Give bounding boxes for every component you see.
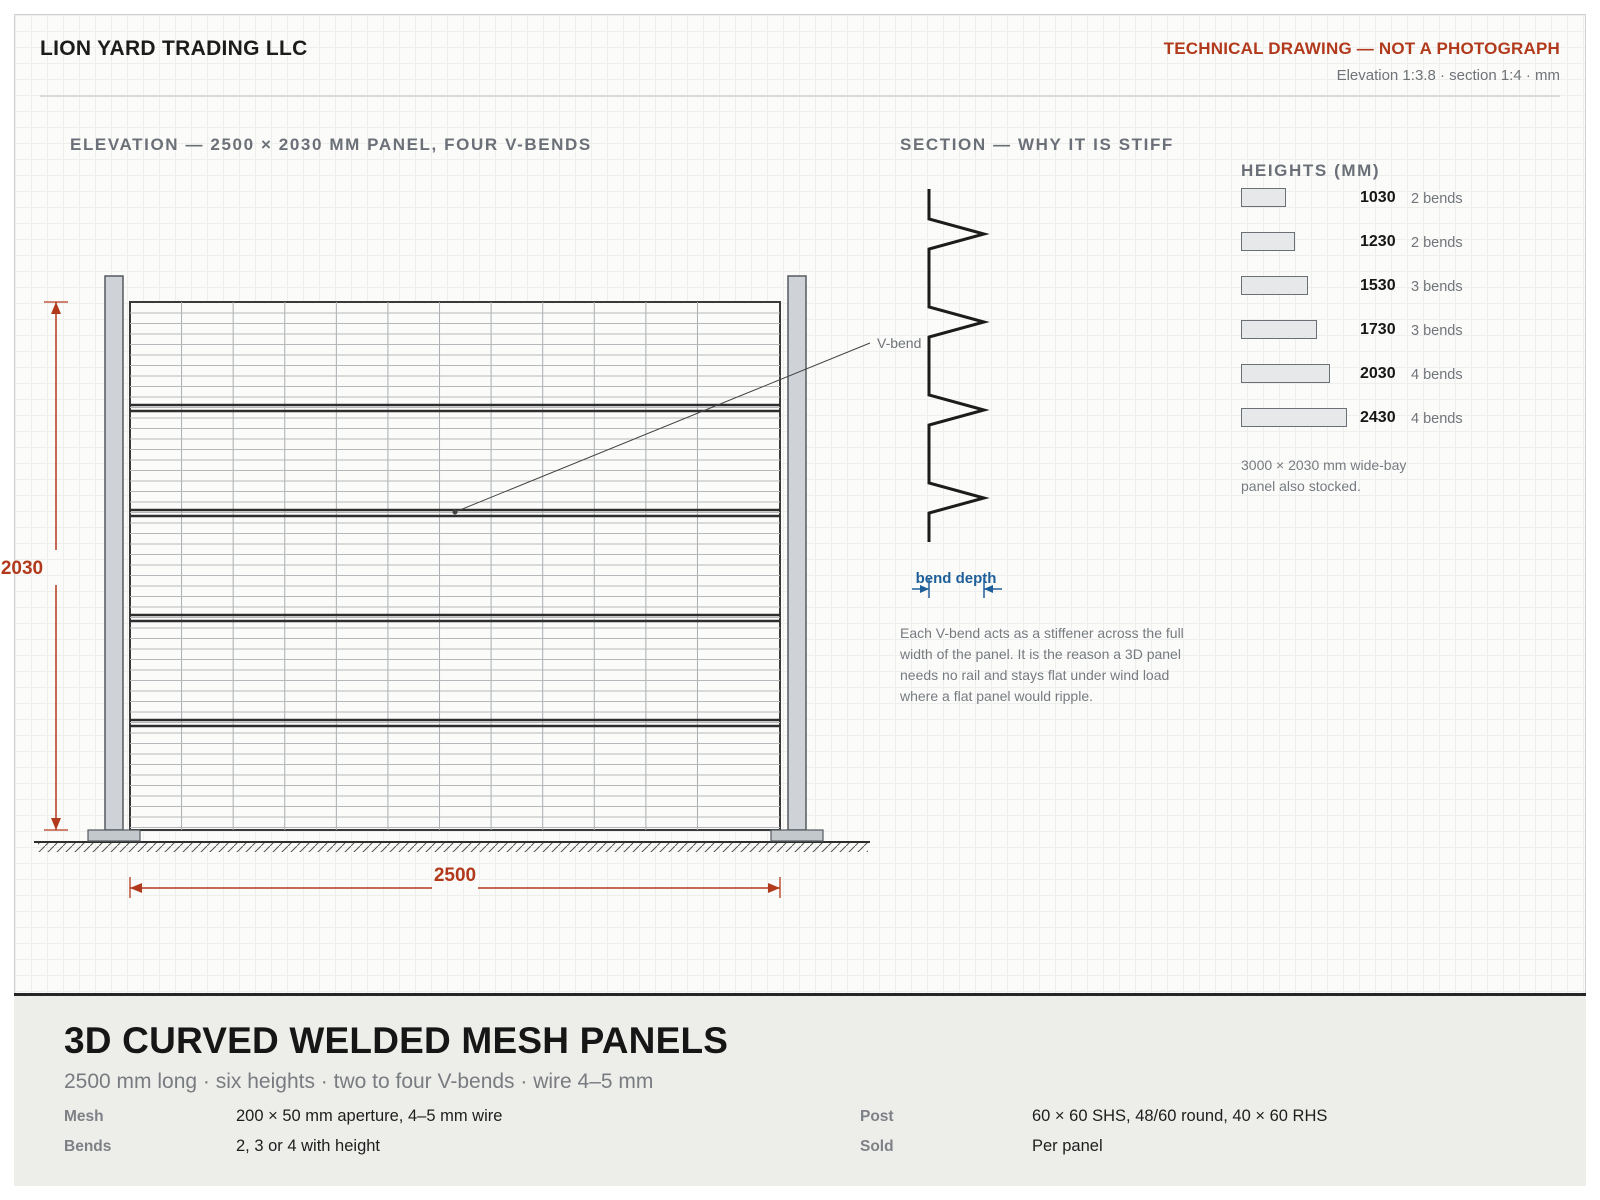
bend-depth-indicator	[912, 570, 1002, 598]
height-value: 2030	[1360, 365, 1396, 382]
spec-value-bends: 2, 3 or 4 with height	[236, 1137, 381, 1155]
height-bar	[1241, 232, 1295, 251]
height-bends: 2 bends	[1411, 191, 1463, 207]
height-bar	[1241, 320, 1317, 339]
section-title: SECTION — WHY IT IS STIFF	[900, 135, 1174, 154]
height-bends: 3 bends	[1411, 279, 1463, 295]
height-value: 2430	[1360, 409, 1396, 426]
height-row	[1241, 188, 1541, 210]
height-bends: 2 bends	[1411, 235, 1463, 251]
width-dimension	[130, 865, 780, 898]
height-bends: 4 bends	[1411, 411, 1463, 427]
product-subtitle: 2500 mm long · six heights · two to four V-bends · wire 4–5 mm	[64, 1070, 654, 1093]
section-profile	[929, 189, 984, 542]
height-bar	[1241, 408, 1347, 427]
height-value: 1030	[1360, 189, 1396, 206]
stiffness-note: Each V-bend acts as a stiffener across the full width of the panel. It is the reason a 3D panel needs no rail and stays flat under wind load where a flat panel would ripple.	[900, 625, 1184, 704]
spec-value-post: 60 × 60 SHS, 48/60 round, 40 × 60 RHS	[1032, 1107, 1328, 1125]
v-bend-callout-label: V-bend	[877, 335, 922, 351]
height-bar	[1241, 276, 1308, 295]
height-dimension	[1, 302, 68, 830]
scale-note: Elevation 1:3.8 · section 1:4 · mm	[1336, 67, 1560, 84]
ground-line	[34, 842, 870, 852]
height-bends: 3 bends	[1411, 323, 1463, 339]
spec-label-post: Post	[860, 1108, 894, 1125]
height-value: 1230	[1360, 233, 1396, 250]
height-value: 1530	[1360, 277, 1396, 294]
height-row	[1241, 320, 1541, 342]
height-row	[1241, 232, 1541, 254]
spec-label-sold: Sold	[860, 1138, 894, 1155]
elevation-title: ELEVATION — 2500 × 2030 MM PANEL, FOUR V-BENDS	[70, 135, 592, 154]
height-bar	[1241, 188, 1286, 207]
height-row	[1241, 276, 1541, 298]
product-title: 3D CURVED WELDED MESH PANELS	[64, 1020, 729, 1061]
height-bends: 4 bends	[1411, 367, 1463, 383]
height-row	[1241, 408, 1541, 430]
mesh-panel	[130, 302, 780, 830]
product-title-block	[14, 993, 1586, 1186]
wide-bay-note: 3000 × 2030 mm wide-bay panel also stocked.	[1241, 457, 1407, 494]
company-name: LION YARD TRADING LLC	[40, 37, 308, 60]
spec-value-mesh: 200 × 50 mm aperture, 4–5 mm wire	[236, 1107, 503, 1125]
width-dimension-label: 2500	[433, 865, 477, 886]
height-dimension-label: 2030	[0, 558, 44, 579]
spec-label-mesh: Mesh	[64, 1108, 104, 1125]
spec-value-sold: Per panel	[1032, 1137, 1103, 1155]
height-row	[1241, 364, 1541, 386]
height-value: 1730	[1360, 321, 1396, 338]
heights-title: HEIGHTS (MM)	[1241, 161, 1381, 180]
spec-label-bends: Bends	[64, 1138, 112, 1155]
height-bar	[1241, 364, 1330, 383]
drawing-disclaimer: TECHNICAL DRAWING — NOT A PHOTOGRAPH	[1163, 39, 1560, 58]
bend-depth-label: bend depth	[915, 570, 997, 587]
